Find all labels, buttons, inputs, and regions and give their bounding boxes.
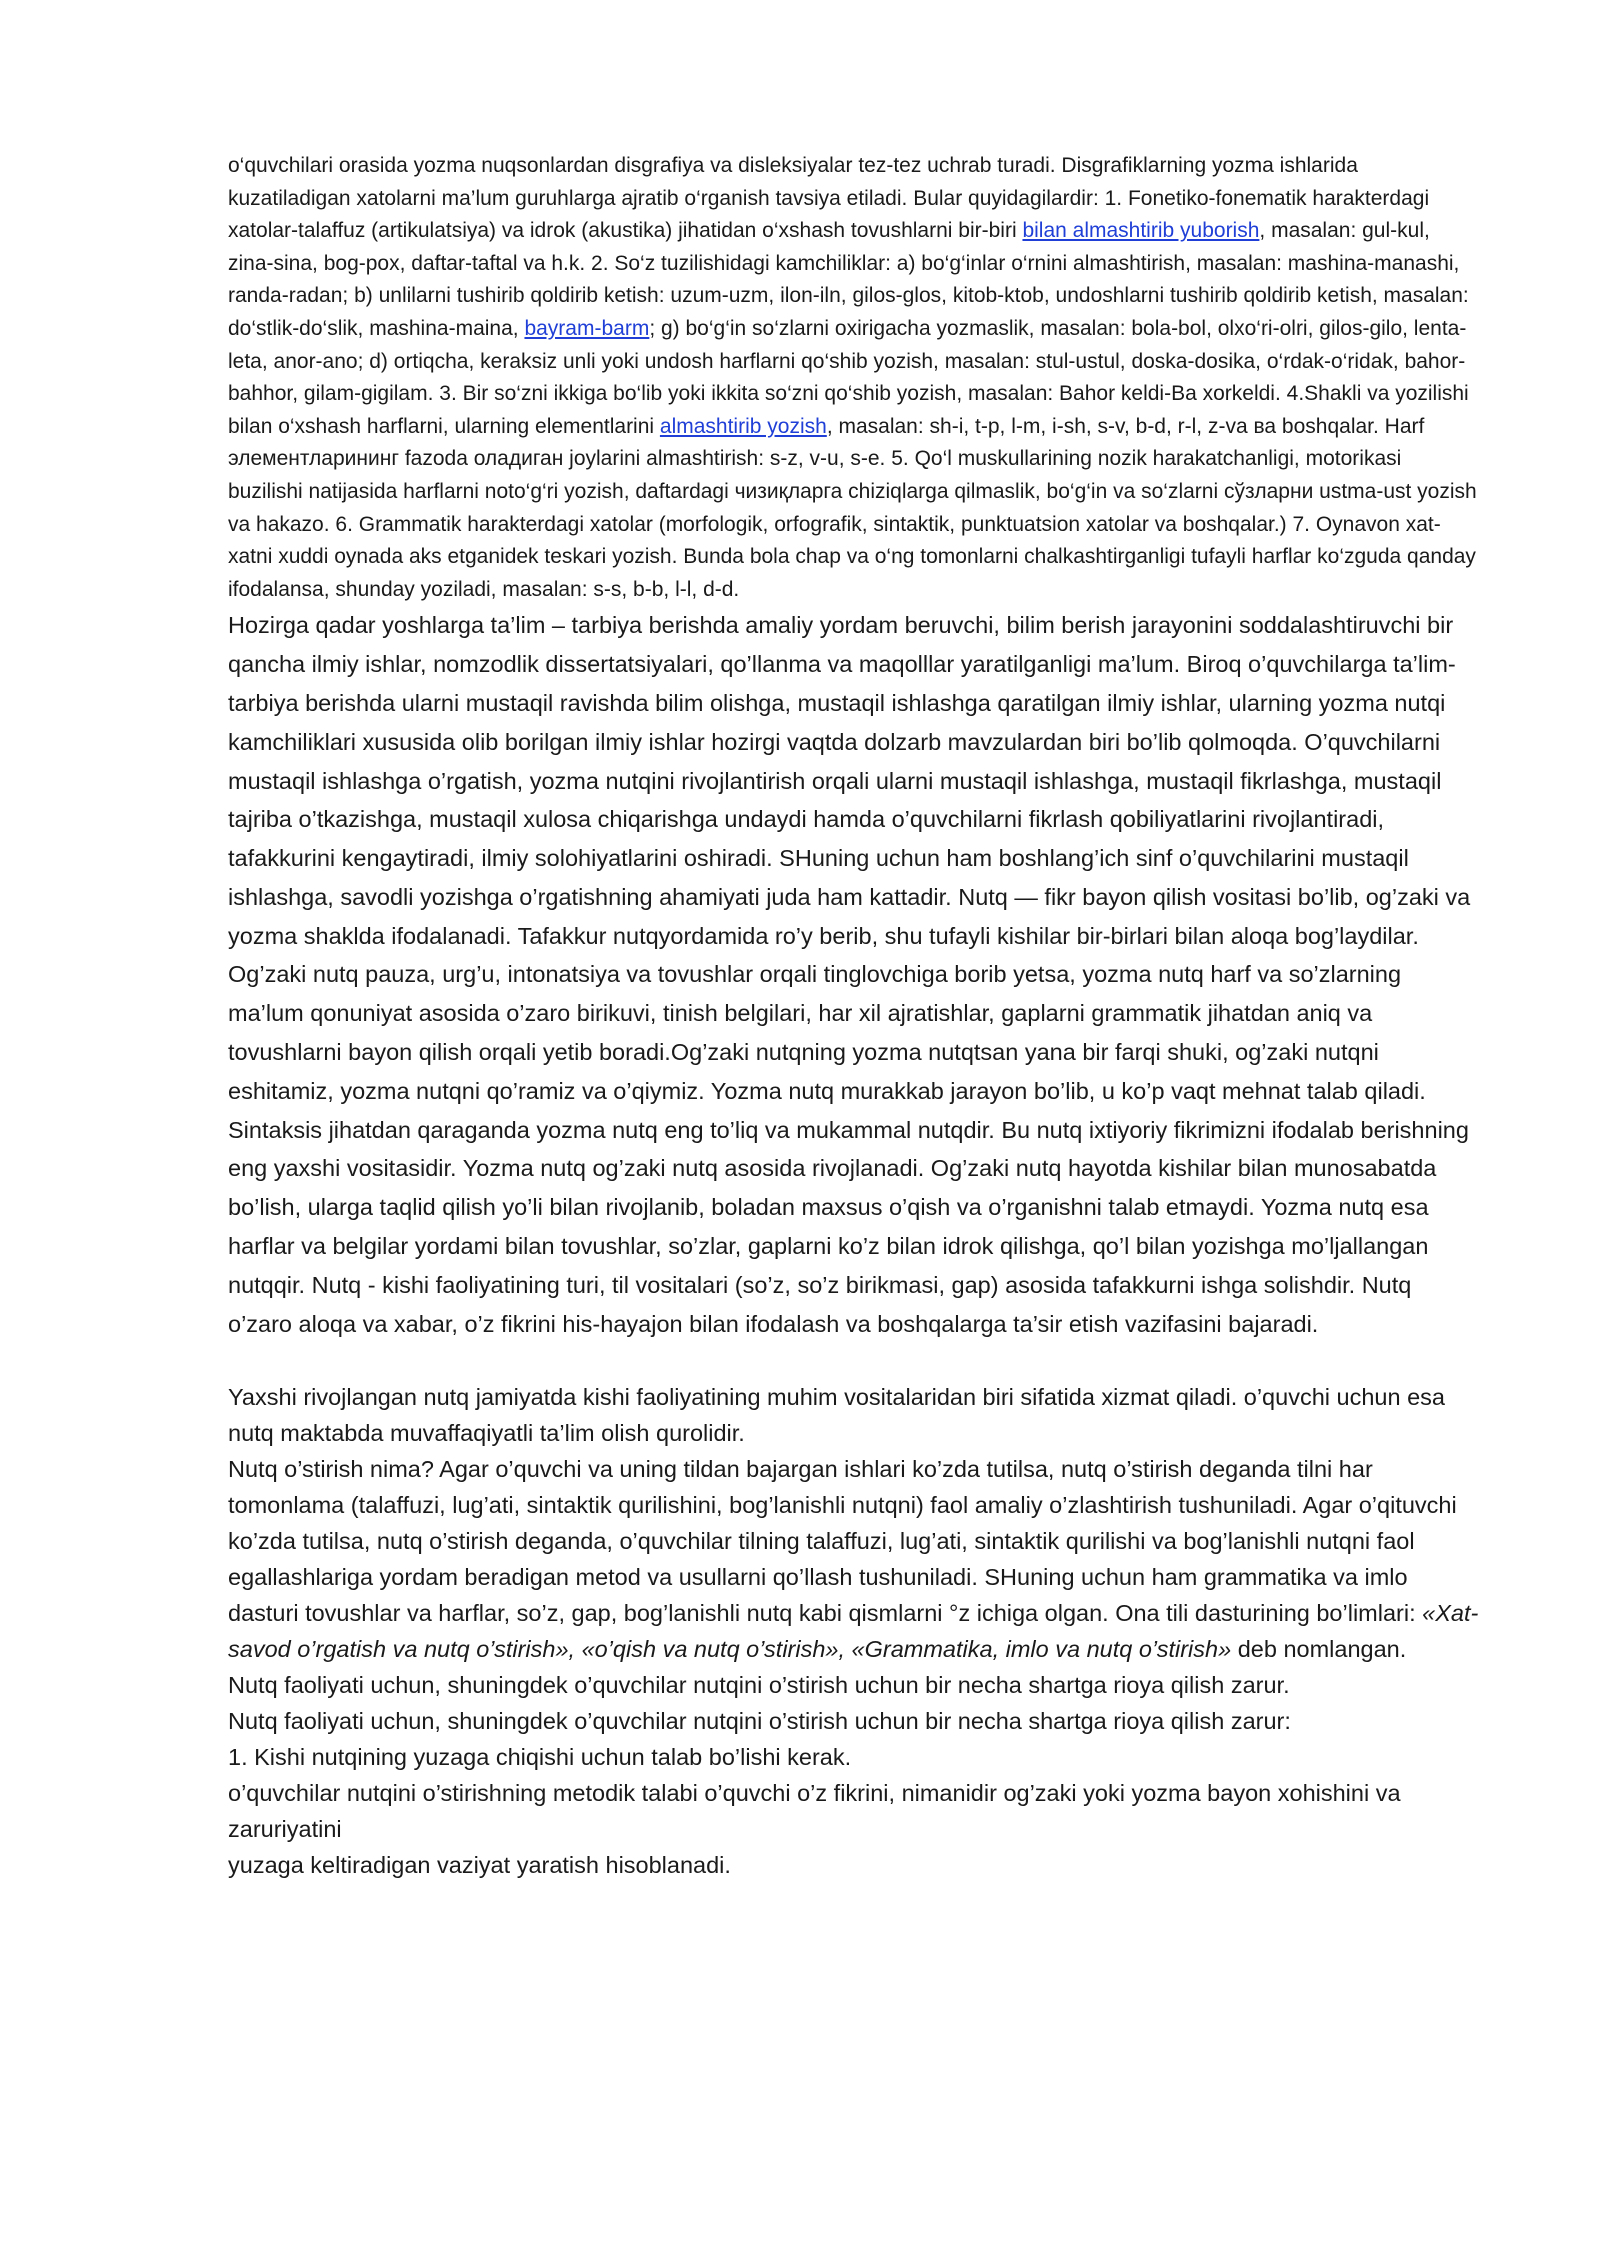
text-segment: , masalan: gul-kul, zina-sina, bog-pox, daftar-taftal va h.k. 2. So‘z tuzilishidagi kamchiliklar: a) bo‘g‘inlar o‘rnini almashtirish, masalan: mashina-manashi, randa-radan; b) unlilarni tushirib qoldirib ketish: uzum-uzm, ilon-iln, gilos-glos, kitob-ktob, undoshlarni tushirib qoldirib ketish, masalan: do‘stlik-do‘slik, mashina-maina,	[228, 219, 1469, 340]
hyperlink-bayram-barm[interactable]: bayram-barm	[524, 316, 650, 340]
list-item-1: 1. Kishi nutqining yuzaga chiqishi uchun talab bo’lishi kerak.	[228, 1744, 852, 1771]
paragraph-vaziyat: yuzaga keltiradigan vaziyat yaratish hisoblanadi.	[228, 1852, 731, 1879]
hyperlink-bilan-almashtirib[interactable]: bilan almashtirib yuborish	[1022, 219, 1260, 243]
paragraph-metodik-talab: o’quvchilar nutqini o’stirishning metodik talabi o’quvchi o’z fikrini, nimanidir og’zaki yoki yozma bayon xohishini va zaruriyatini	[228, 1780, 1401, 1843]
text-segment: Nutq o’stirish nima? Agar o’quvchi va uning tildan bajargan ishlari ko’zda tutilsa, nutq o’stirish deganda tilni har tomonlama (talaffuzi, lug’ati, sintaktik qurilishini, bog’lanishli nutqni) faol amaliy o’zlashtirish tushuniladi. Agar o’qituvchi ko’zda tutilsa, nutq o’stirish deganda, o’quvchilar tilning talaffuzi, lug’ati, sintaktik qurilishi va bog’lanishli nutqni faol egallashlariga yordam beradigan metod va usullarni qo’llash tushuniladi. SHuning uchun ham grammatika va imlo dasturi tovushlar va harflar, so’z, gap, bog’lanishli nutq kabi qismlarni °z ichiga olgan. Ona tili dasturining bo’limlari:	[228, 1456, 1457, 1627]
paragraph-nutq-ostirish-nima	[228, 1451, 1480, 1667]
text-segment: o‘quvchilari orasida yozma nuqsonlardan disgrafiya va disleksiyalar tez-tez uchrab turadi. Disgrafiklarning yozma ishlarida kuzatiladigan xatolarni ma’lum guruhlarga ajratib o‘rganish tavsiya etiladi. Bular quyidagilardir: 1. Fonetiko-fonematik harakterdagi xatolar-talaffuz (artikulatsiya) va idrok (akustika) jihatidan o‘xshash tovushlarni bir-biri	[228, 154, 1430, 243]
paragraph-disgrafiya	[228, 150, 1480, 606]
section-nutq-ostirish	[228, 1379, 1480, 1883]
hyperlink-almashtirib-yozish[interactable]: almashtirib yozish	[659, 414, 827, 438]
paragraph-yozma-nutq: Hozirga qadar yoshlarga ta’lim – tarbiya berishda amaliy yordam beruvchi, bilim berish jarayonini soddalashtiruvchi bir qancha ilmiy ishlar, nomzodlik dissertatsiyalari, qo’llanma va maqolllar yaratilganligi ma’lum. Biroq o’quvchilarga ta’lim-tarbiya berishda ularni mustaqil ravishda bilim olishga, mustaqil ishlashga qaratilgan ilmiy ishlar, ularning yozma nutqi kamchiliklari xususida olib borilgan ilmiy ishlar hozirgi vaqtda dolzarb mavzulardan biri bo’lib qolmoqda. O’quvchilarni mustaqil ishlashga o’rgatish, yozma nutqini rivojlantirish orqali ularni mustaqil ishlashga, mustaqil fikrlashga, mustaqil tajriba o’tkazishga, mustaqil xulosa chiqarishga undaydi hamda o’quvchilarni fikrlash qobiliyatlarini rivojlantiradi, tafakkurini kengaytiradi, ilmiy solohiyatlarini oshiradi. SHuning uchun ham boshlang’ich sinf o’quvchilarini mustaqil ishlashga, savodli yozishga o’rgatishning ahamiyati juda ham kattadir. Nutq — fikr bayon qilish vositasi bo’lib, og’zaki va yozma shaklda ifodalanadi. Tafakkur nutqyordamida ro’y berib, shu tufayli kishilar bir-birlari bilan aloqa bog’laydilar. Og’zaki nutq pauza, urg’u, intonatsiya va tovushlar orqali tinglovchiga borib yetsa, yozma nutq harf va so’zlarning ma’lum qonuniyat asosida o’zaro birikuvi, tinish belgilari, har xil ajratishlar, gaplarni grammatik jihatdan aniq va tovushlarni bayon qilish orqali yetib boradi.Og’zaki nutqning yozma nutqtsan yana bir farqi shuki, og’zaki nutqni eshitamiz, yozma nutqni qo’ramiz va o’qiymiz. Yozma nutq murakkab jarayon bo’lib, u ko’p vaqt mehnat talab qiladi. Sintaksis jihatdan qaraganda yozma nutq eng to’liq va mukammal nutqdir. Bu nutq ixtiyoriy fikrimizni ifodalab berishning eng yaxshi vositasidir. Yozma nutq og’zaki nutq asosida rivojlanadi. Og’zaki nutq hayotda kishilar bilan munosabatda bo’lish, ularga taqlid qilish yo’li bilan rivojlanib, boladan maxsus o’qish va o’rganishni talab etmaydi. Yozma nutq esa harflar va belgilar yordami bilan tovushlar, so’zlar, gaplarni ko’z bilan idrok qilishga, qo’l bilan yozishga mo’ljallangan nutqqir. Nutq - kishi faoliyatining turi, til vositalari (so’z, so’z birikmasi, gap) asosida tafakkurni ishga solishdir. Nutq o’zaro aloqa va xabar, o’z fikrini his-hayajon bilan ifodalash va boshqalarga ta’sir etish vazifasini bajaradi.	[228, 612, 1471, 1337]
paragraph-nutq-jamiyatda: Yaxshi rivojlangan nutq jamiyatda kishi faoliyatining muhim vositalaridan biri sifatida xizmat qiladi. o’quvchi uchun esa nutq maktabda muvaffaqiyatli ta’lim olish qurolidir.	[228, 1384, 1445, 1447]
text-segment: , masalan: sh-i, t-p, l-m, i-sh, s-v, b-d, r-l, z-va ва boshqalar. Harf элементларининг fazoda оладиган joylarini almashtirish: s-z, v-u, s-e. 5. Qo‘l muskullarining nozik harakatchanligi, motorikasi buzilishi natijasida harflarni noto‘g‘ri yozish, daftardagi чизиқларга chiziqlarga qilmaslik, bo‘g‘in va so‘zlarni сўзларни ustma-ust yozish va hakazo. 6. Grammatik harakterdagi xatolar (morfologik, orfografik, sintaktik, punktuatsion xatolar va boshqalar.) 7. Oynavon xat-xatni xuddi oynada aks etganidek teskari yozish. Bunda bola chap va o‘ng tomonlarni chalkashtirganligi tufayli harflar ko‘zguda qanday ifodalansa, shunday yoziladi, masalan: s-s, b-b, l-l, d-d.	[228, 414, 1477, 601]
paragraph-nutq-faoliyati-2: Nutq faoliyati uchun, shuningdek o’quvchilar nutqini o’stirish uchun bir necha shartga rioya qilish zarur:	[228, 1708, 1291, 1735]
document-page	[228, 150, 1480, 1883]
paragraph-nutq-faoliyati-1: Nutq faoliyati uchun, shuningdek o’quvchilar nutqini o’stirish uchun bir necha shartga rioya qilish zarur.	[228, 1672, 1290, 1699]
text-segment: deb nomlangan.	[1231, 1636, 1407, 1663]
italic-program-sections: «Xat-savod o’rgatish va nutq o’stirish», «o’qish va nutq o’stirish», «Grammatika, imlo va nutq o’stirish»	[228, 1600, 1479, 1663]
text-segment: ; g) bo‘g‘in so‘zlarni oxirigacha yozmaslik, masalan: bola-bol, olxo‘ri-olri, gilos-gilo, lenta-leta, anor-ano; d) ortiqcha, keraksiz unli yoki undosh harflarni qo‘shib yozish, masalan: stul-ustul, doska-dosika, o‘rdak-o‘ridak, bahor-bahhor, gilam-gigilam. 3. Bir so‘zni ikkiga bo‘lib yoki ikkita so‘zni qo‘shib yozish, masalan: Bahor keldi-Ba xorkeldi. 4.Shakli va yozilishi bilan o‘xshash harflarni, ularning elementlarini	[228, 316, 1469, 438]
